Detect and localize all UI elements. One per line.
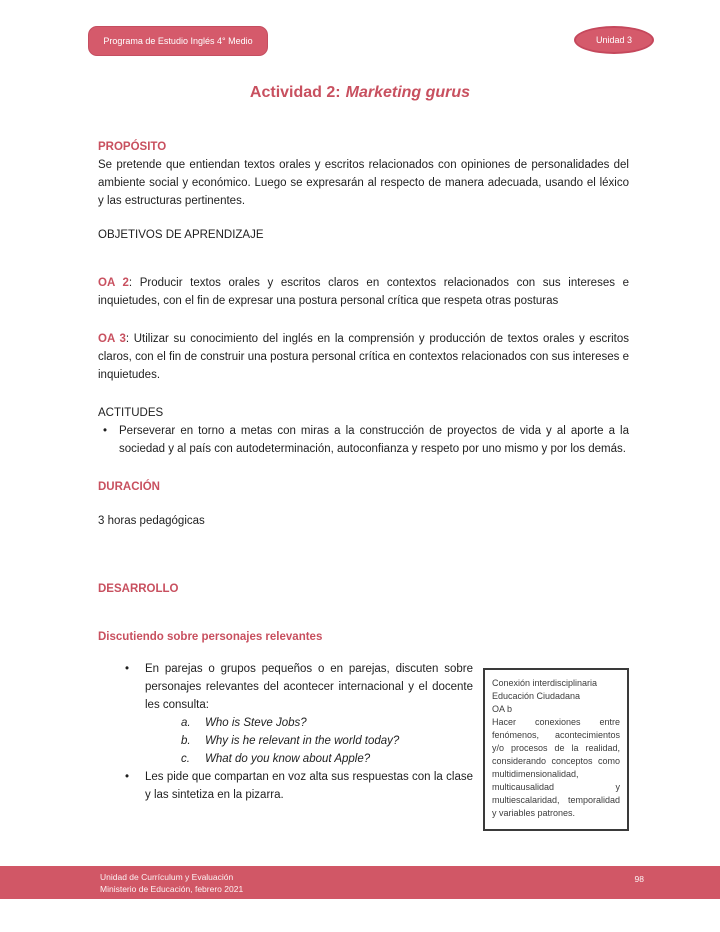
bullet-icon: • [125,663,130,675]
footer-credits [100,871,243,895]
question-b-text: Why is he relevant in the world today? [205,735,400,747]
oa2-label: OA 2 [98,277,129,289]
page-title [0,84,720,102]
connection-box-line2: Educación Ciudadana [492,691,581,701]
program-badge [88,26,268,56]
desarrollo-body [98,660,629,818]
desarrollo-subheading: Discutiendo sobre personajes relevantes [98,631,323,643]
oa2-text: : Producir textos orales y escritos claros en contextos relacionados con sus intereses e inquietudes, con el fin de expresar una postura personal crítica que respeta otras posturas [98,277,630,307]
footer-line1: Unidad de Currículum y Evaluación [100,872,234,882]
actitudes-bullet [98,422,629,458]
question-b-label: b. [181,735,191,747]
actitudes-bullet-text: Perseverar en torno a metas con miras a la construcción de proyectos de vida y al aporte a la sociedad y al país con autodeterminación, autoconfianza y respeto por uno mismo y por los demás. [119,425,629,455]
main-content [98,138,630,818]
question-c-text: What do you know about Apple? [205,753,371,765]
actitudes-heading: ACTITUDES [98,407,164,419]
desarrollo-bullet-2 [123,768,473,804]
footer-line2: Ministerio de Educación, febrero 2021 [100,884,244,894]
question-a [181,714,473,732]
objetivos-heading: OBJETIVOS DE APRENDIZAJE [98,229,264,241]
duracion-body: 3 horas pedagógicas [98,515,205,527]
desarrollo-bullet-1 [123,660,473,714]
connection-box-line1: Conexión interdisciplinaria [492,678,598,688]
bullet-icon: • [125,771,130,783]
connection-box-line3: OA b [492,704,513,714]
page-header [0,26,720,56]
desarrollo-heading: DESARROLLO [98,583,179,595]
oa3-paragraph [98,330,629,384]
page-number: 98 [634,874,644,884]
program-badge-label: Programa de Estudio Inglés 4° Medio [103,36,253,46]
oa3-label: OA 3 [98,333,126,345]
question-a-text: Who is Steve Jobs? [205,717,307,729]
unit-badge-label: Unidad 3 [595,35,633,45]
proposito-body: Se pretende que entiendan textos orales y escritos relacionados con opiniones de personalidades del ambiente social y económico. Luego se expresarán al respecto de manera adecuada, usando el léxico y las estructuras pertinentes. [98,159,629,207]
footer-bar [0,866,720,899]
unit-badge [574,26,654,54]
question-a-label: a. [181,717,191,729]
interdisciplinary-connection-box [483,668,629,831]
bullet-icon: • [103,425,108,437]
desarrollo-bullet-2-text: Les pide que compartan en voz alta sus respuestas con la clase y las sintetiza en la pizarra. [145,771,473,801]
oa3-text: : Utilizar su conocimiento del inglés en la comprensión y producción de textos orales y escritos claros, con el fin de construir una postura personal crítica en contextos relacionados con sus intereses e inquietudes. [98,333,629,381]
desarrollo-bullet-list [123,660,473,804]
title-activity-name: Marketing gurus [345,84,471,101]
proposito-heading: PROPÓSITO [98,141,167,153]
duracion-heading: DURACIÓN [98,481,160,493]
question-c-label: c. [181,753,190,765]
connection-box-body: Hacer conexiones entre fenómenos, acontecimientos y/o procesos de la realidad, considerando conceptos como multidimensionalidad, multicausalidad y multiescalaridad, temporalidad y variables patrones. [492,717,620,818]
question-b [181,732,473,750]
oa2-paragraph [98,274,629,310]
title-prefix: Actividad 2: [249,84,341,101]
desarrollo-bullet-1-text: En parejas o grupos pequeños o en parejas, discuten sobre personajes relevantes del acontecer internacional y el docente les consulta: [145,663,473,711]
question-c [181,750,473,768]
